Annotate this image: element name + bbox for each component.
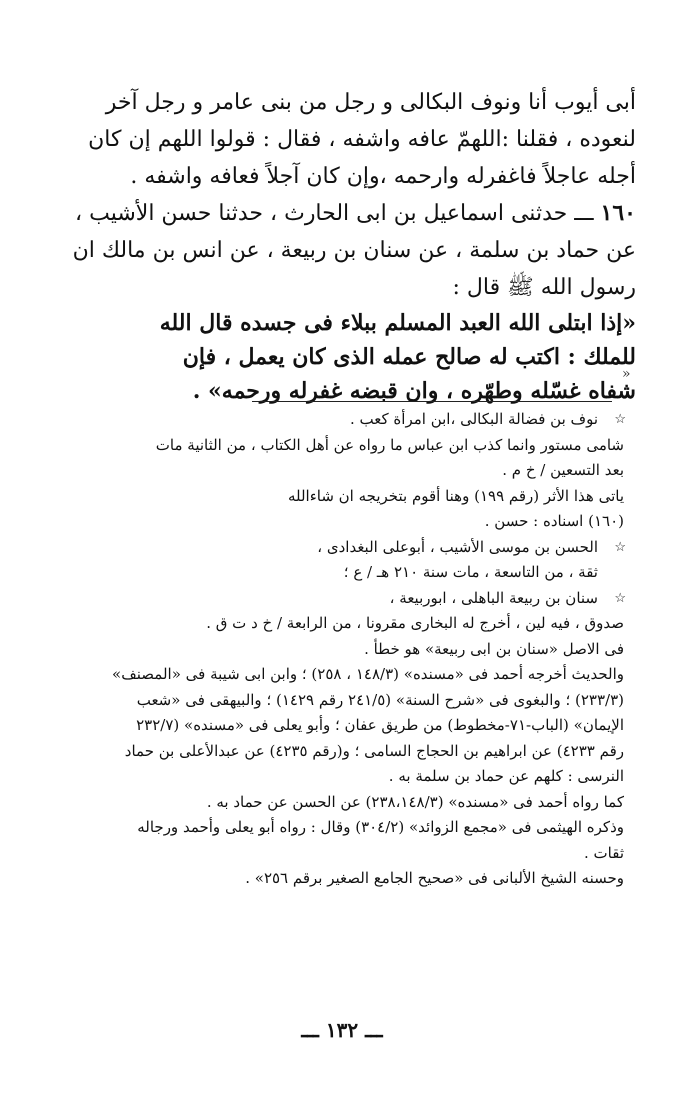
footnote-line: شامى مستور وانما كذب ابن عباس ما رواه عن أهل الكتاب ، من الثانية مات xyxy=(155,435,624,454)
footnote-line: النرسى : كلهم عن حماد بن سلمة به . xyxy=(388,767,624,785)
footnote-line: ☆ نوف بن فضالة البكالى ،ابن امرأة كعب . xyxy=(32,407,624,433)
hadith-matn xyxy=(46,306,636,408)
text-line: أجله عاجلاً فاغفرله وارحمه ،وإن كان آجلاً فعافه واشفه . xyxy=(130,164,636,189)
footnote-line: صدوق ، فيه لين ، أخرج له البخارى مقرونا ، من الرابعة / خ د ت ق . xyxy=(206,614,624,632)
margin-mark: » xyxy=(622,366,631,382)
matn-line: للملك : اكتب له صالح عمله الذى كان يعمل ، فإن xyxy=(182,344,636,370)
footnote-line: الإيمان» (الباب-٧١-مخطوط) من طريق عفان ؛ وأبو يعلى فى «مسنده» (٢٣٢/٧ xyxy=(136,716,624,734)
main-text xyxy=(46,84,636,408)
isnad-line xyxy=(46,195,636,232)
footnote-line: ياتى هذا الأثر (رقم ١٩٩) وهنا أقوم بتخريجه ان شاءالله xyxy=(287,486,624,505)
footnote-line: والحديث أخرجه أحمد فى «مسنده» (١٤٨/٣ ، ٢٥٨) ؛ وابن ابى شيبة فى «المصنف» xyxy=(112,665,624,683)
star-icon: ☆ xyxy=(614,412,626,427)
footnote-line: رقم ٤٢٣٣) عن ابراهيم بن الحجاج السامى ؛ و(رقم ٤٢٣٥) عن عبدالأعلى بن حماد xyxy=(124,741,624,760)
star-icon: ☆ xyxy=(614,590,626,606)
footnote-line: ☆ سنان بن ربيعة الباهلى ، ابوربيعة ، xyxy=(32,586,624,612)
footnotes xyxy=(32,407,624,892)
isnad-line: عن حماد بن سلمة ، عن سنان بن ربيعة ، عن انس بن مالك ان xyxy=(72,238,636,263)
matn-line: «إذا ابتلى الله العبد المسلم ببلاء فى جسده قال الله xyxy=(159,310,636,336)
footnote-line: (٢٣٣/٣) ؛ والبغوى فى «شرح السنة» (٢٤١/٥ رقم ١٤٢٩) ؛ والبيهقى فى «شعب xyxy=(136,690,624,709)
isnad-text: ـــ حدثنى اسماعيل بن ابى الحارث ، حدثنا حسن الأشيب ، xyxy=(75,201,594,226)
footnote-line: ثقة ، من التاسعة ، مات سنة ٢١٠ هـ / ع ؛ xyxy=(343,563,598,581)
hadith-number: ١٦٠ xyxy=(600,200,636,226)
star-icon: ☆ xyxy=(614,539,626,555)
text-line: أبى أيوب أنا ونوف البكالى و رجل من بنى عامر و رجل آخر xyxy=(105,90,636,115)
footnote-divider xyxy=(252,401,612,402)
footnote-line: وذكره الهيثمى فى «مجمع الزوائد» (٣٠٤/٢) وقال : رواه أبو يعلى وأحمد ورجاله xyxy=(137,818,624,836)
matn-line: شفاه غسّله وطهّره ، وان قبضه غفرله ورحمه» . xyxy=(192,378,636,404)
footnote-line: بعد التسعين / خ م . xyxy=(502,461,624,479)
footnote-line: وحسنه الشيخ الألبانى فى «صحيح الجامع الصغير برقم ٢٥٦» . xyxy=(245,869,624,887)
footnote-line: كما رواه أحمد فى «مسنده» (٢٣٨،١٤٨/٣) عن الحسن عن حماد به . xyxy=(206,792,624,811)
footnote-line: فى الاصل «سنان بن ابى ربيعة» هو خطأ . xyxy=(364,639,624,658)
footnote-line: (١٦٠) اسناده : حسن . xyxy=(484,512,624,530)
text-line: لنعوده ، فقلنا :اللهمّ عافه واشفه ، فقال : قولوا اللهم إن كان xyxy=(88,127,636,152)
isnad-line: رسول الله ﷺ قال : xyxy=(452,275,636,300)
footnote-line: ثقات . xyxy=(584,843,624,862)
page-number: ـــ ١٣٢ ـــ xyxy=(301,1018,383,1042)
footnote-line: ☆ الحسن بن موسى الأشيب ، أبوعلى البغدادى ، xyxy=(32,535,624,561)
